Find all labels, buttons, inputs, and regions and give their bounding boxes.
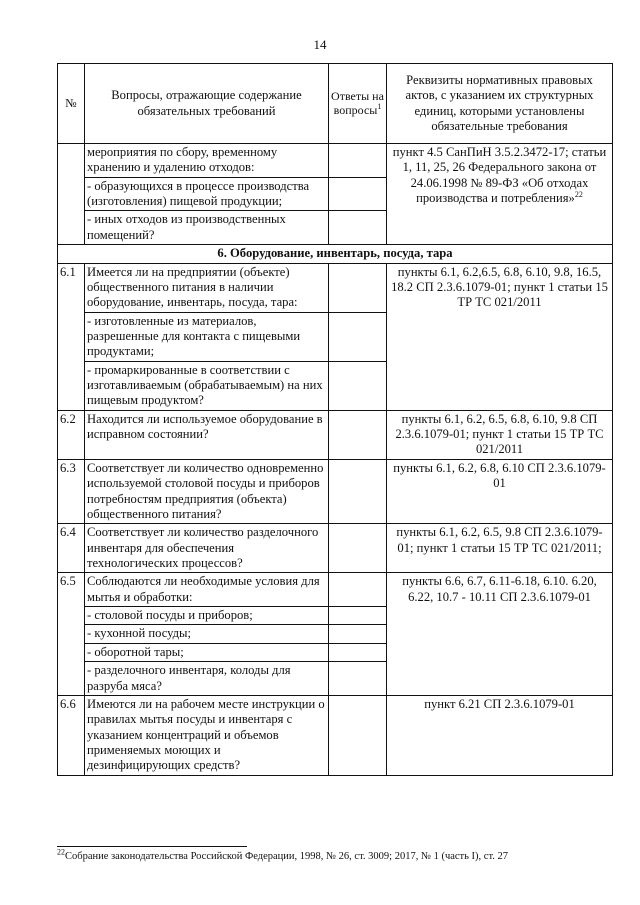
answer-cell[interactable] <box>329 607 387 625</box>
requisites-6-3: пункты 6.1, 6.2, 6.8, 6.10 СП 2.3.6.1079-01 <box>387 459 613 523</box>
footnote-text: Собрание законодательства Российской Федерации, 1998, № 26, ст. 3009; 2017, № 1 (часть I), ст. 27 <box>65 851 509 862</box>
row-num-6-4: 6.4 <box>58 524 85 573</box>
answer-cell[interactable] <box>329 361 387 410</box>
header-num: № <box>58 64 85 144</box>
table-row <box>58 573 613 607</box>
requisites-6-1: пункты 6.1, 6.2,6.5, 6.8, 6.10, 9.8, 16.5, 18.2 СП 2.3.6.1079-01; пункт 1 статьи 15 ТР ТС 021/2011 <box>387 263 613 410</box>
answer-cell[interactable] <box>329 695 387 775</box>
row-num-6-5: 6.5 <box>58 573 85 696</box>
question-6-5-main: Соблюдаются ли необходимые условия для мытья и обработки: <box>85 573 329 607</box>
requisites-6-5: пункты 6.6, 6.7, 6.11-6.18, 6.10. 6.20, 6.22, 10.7 - 10.11 СП 2.3.6.1079-01 <box>387 573 613 696</box>
footnote-divider <box>57 846 247 847</box>
section-header-row <box>58 245 613 263</box>
table-row <box>58 410 613 459</box>
question-6-6: Имеются ли на рабочем месте инструкции о правилах мытья посуды и инвентаря с указанием концентраций и объемов применяемых моющих и дезинфицирующих средств? <box>85 695 329 775</box>
cont-question-3: - иных отходов из производственных помещений? <box>85 211 329 245</box>
footnote <box>57 847 617 862</box>
question-6-1-sub-2: - промаркированные в соответствии с изготавливаемым (обрабатываемым) на них пищевым продуктом? <box>85 361 329 410</box>
answer-cell[interactable] <box>329 177 387 211</box>
cont-requisites: пункт 4.5 СанПиН 3.5.2.3472-17; статьи 1, 11, 25, 26 Федерального закона от 24.06.1998 № 89-ФЗ «Об отходах производства и потребления»$^{22}$ <box>387 144 613 245</box>
footnote-marker: 22 <box>57 847 65 857</box>
row-num-6-3: 6.3 <box>58 459 85 523</box>
question-6-2: Находится ли используемое оборудование в исправном состоянии? <box>85 410 329 459</box>
answer-cell[interactable] <box>329 263 387 312</box>
header-questions: Вопросы, отражающие содержание обязательных требований <box>85 64 329 144</box>
question-6-5-sub-1: - столовой посуды и приборов; <box>85 607 329 625</box>
cont-question-1: мероприятия по сбору, временному хранению и удалению отходов: <box>85 144 329 178</box>
answer-cell[interactable] <box>329 662 387 696</box>
question-6-5-sub-4: - разделочного инвентаря, колоды для разруба мяса? <box>85 662 329 696</box>
cont-num <box>58 144 85 245</box>
answer-cell[interactable] <box>329 643 387 661</box>
answer-cell[interactable] <box>329 410 387 459</box>
table-row <box>58 459 613 523</box>
question-6-3: Соответствует ли количество одновременно используемой столовой посуды и приборов потребностям предприятия (объекта) общественного питания? <box>85 459 329 523</box>
question-6-5-sub-2: - кухонной посуды; <box>85 625 329 643</box>
answer-cell[interactable] <box>329 312 387 361</box>
cont-footnote-ref: 22 <box>574 189 583 199</box>
table-row <box>58 144 613 178</box>
header-answers-footnote: 1 <box>377 101 382 111</box>
question-6-4: Соответствует ли количество разделочного инвентаря для обеспечения технологических процессов? <box>85 524 329 573</box>
table-header-row <box>58 64 613 144</box>
page-number: 14 <box>313 37 327 52</box>
requisites-6-2: пункты 6.1, 6.2, 6.5, 6.8, 6.10, 9.8 СП 2.3.6.1079-01; пункт 1 статьи 15 ТР ТС 021/2011 <box>387 410 613 459</box>
requisites-6-4: пункты 6.1, 6.2, 6.5, 9.8 СП 2.3.6.1079-01; пункт 1 статьи 15 ТР ТС 021/2011; <box>387 524 613 573</box>
section-6-title: 6. Оборудование, инвентарь, посуда, тара <box>58 245 613 263</box>
table-row <box>58 695 613 775</box>
answer-cell[interactable] <box>329 573 387 607</box>
table-row <box>58 263 613 312</box>
question-6-1-main: Имеется ли на предприятии (объекте) общественного питания в наличии оборудование, инвентарь, посуда, тара: <box>85 263 329 312</box>
answer-cell[interactable] <box>329 211 387 245</box>
table-row <box>58 524 613 573</box>
row-num-6-2: 6.2 <box>58 410 85 459</box>
requisites-6-6: пункт 6.21 СП 2.3.6.1079-01 <box>387 695 613 775</box>
row-num-6-6: 6.6 <box>58 695 85 775</box>
row-num-6-1: 6.1 <box>58 263 85 410</box>
answer-cell[interactable] <box>329 625 387 643</box>
question-6-1-sub-1: - изготовленные из материалов, разрешенные для контакта с пищевыми продуктами; <box>85 312 329 361</box>
answer-cell[interactable] <box>329 144 387 178</box>
header-answers: Ответы на вопросы$^1$ <box>329 64 387 144</box>
answer-cell[interactable] <box>329 459 387 523</box>
requirements-table <box>57 63 613 776</box>
answer-cell[interactable] <box>329 524 387 573</box>
cont-question-2: - образующихся в процессе производства (изготовления) пищевой продукции; <box>85 177 329 211</box>
question-6-5-sub-3: - оборотной тары; <box>85 643 329 661</box>
header-requisites: Реквизиты нормативных правовых актов, с указанием их структурных единиц, которыми установлены обязательные требования <box>387 64 613 144</box>
